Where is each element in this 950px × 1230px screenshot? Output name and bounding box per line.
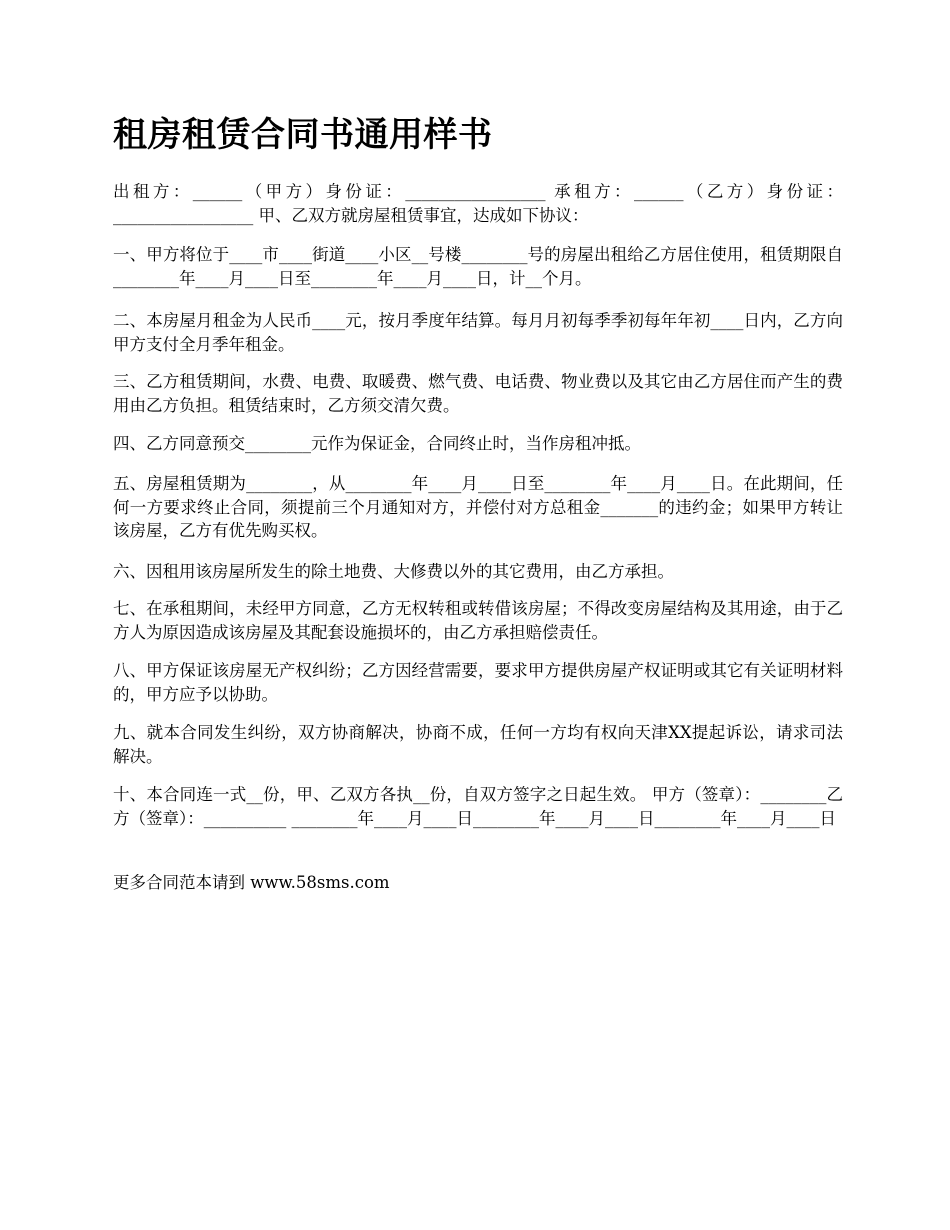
- paragraph-clause-6: 六、因租用该房屋所发生的除土地费、大修费以外的其它费用，由乙方承担。: [113, 562, 674, 581]
- paragraph-clause-9: 九、就本合同发生纠纷，双方协商解决，协商不成，任何一方均有权向天津XX提起诉讼，请求司法解决。: [113, 723, 843, 766]
- paragraph-parties: 出租方：______（甲方）身份证：_________________ 承租方：______（乙方）身份证：_________________ 甲、乙双方就房屋租赁事宜，达成如下协议：: [113, 182, 843, 225]
- paragraph-clause-8: 八、甲方保证该房屋无产权纠纷；乙方因经营需要，要求甲方提供房屋产权证明或其它有关证明材料的，甲方应予以协助。: [113, 661, 843, 704]
- paragraph-clause-7: 七、在承租期间，未经甲方同意，乙方无权转租或转借该房屋；不得改变房屋结构及其用途，由于乙方人为原因造成该房屋及其配套设施损坏的，由乙方承担赔偿责任。: [113, 599, 843, 642]
- paragraph-clause-1: 一、甲方将位于____市____街道____小区__号楼________号的房屋出租给乙方居住使用，租赁期限自________年____月____日至________年____月____日，计__个月。: [113, 245, 843, 288]
- paragraph-clause-4: 四、乙方同意预交________元作为保证金，合同终止时，当作房租冲抵。: [113, 434, 641, 453]
- document-title: 租房租赁合同书通用样书: [113, 115, 493, 155]
- footer-link-text: 更多合同范本请到 www.58sms.com: [113, 873, 390, 892]
- paragraph-clause-2: 二、本房屋月租金为人民币____元，按月季度年结算。每月月初每季季初每年年初____日内，乙方向甲方支付全月季年租金。: [113, 311, 843, 354]
- paragraph-clause-10: 十、本合同连一式__份，甲、乙双方各执__份，自双方签字之日起生效。 甲方（签章）：________乙方（签章）：__________ ________年____月____日________年____月____日________年____月____日: [113, 785, 843, 828]
- paragraph-clause-3: 三、乙方租赁期间，水费、电费、取暖费、燃气费、电话费、物业费以及其它由乙方居住而产生的费用由乙方负担。租赁结束时，乙方须交清欠费。: [113, 372, 843, 415]
- paragraph-clause-5: 五、房屋租赁期为________，从________年____月____日至________年____月____日。在此期间，任何一方要求终止合同，须提前三个月通知对方，并偿付对方总租金_______的违约金；如果甲方转让该房屋，乙方有优先购买权。: [113, 474, 843, 540]
